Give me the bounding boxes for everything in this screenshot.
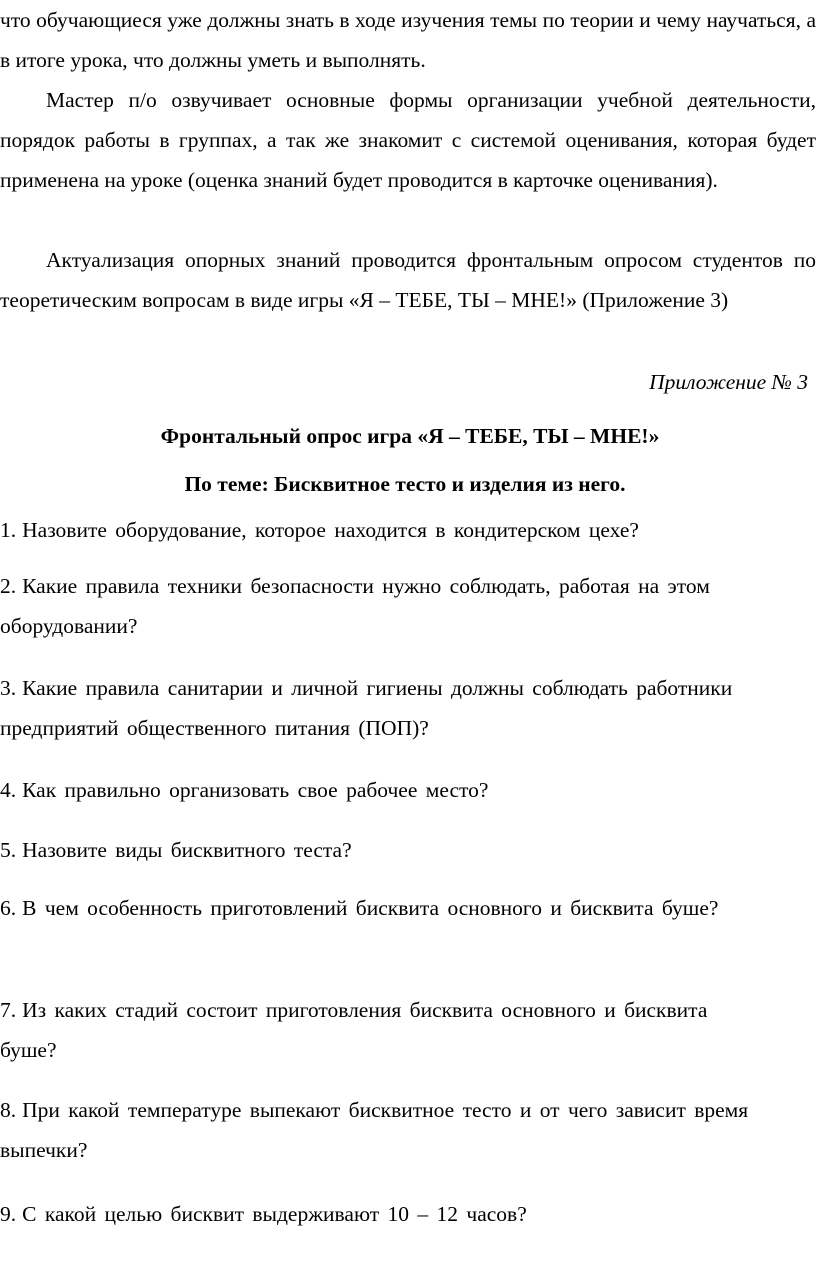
question-item [0,888,790,928]
question-number: 3. [0,676,17,700]
question-number: 7. [0,998,17,1022]
question-number: 2. [0,574,17,598]
question-item [0,510,780,550]
question-item [0,1090,800,1170]
question-number: 1. [0,518,17,542]
page-subheading: По теме: Бисквитное тесто и изделия из него. [184,472,626,496]
question-item [0,830,780,870]
question-text: Назовите виды бисквитного теста? [22,838,352,862]
question-item [0,566,780,646]
intro-paragraph-actualization: Актуализация опорных знаний проводится фронтальным опросом студентов по теоретическим вопросам в виде игры «Я – ТЕБЕ, ТЫ – МНЕ!» (Приложение 3) [0,248,816,312]
question-text: При какой температуре выпекают бисквитное тесто и от чего зависит время выпечки? [0,1098,749,1162]
question-number: 4. [0,778,17,802]
question-item [0,668,760,748]
question-text: Как правильно организовать свое рабочее место? [22,778,489,802]
question-item [0,1194,780,1234]
question-text: В чем особенность приготовлений бисквита основного и бисквита буше? [22,896,719,920]
question-item [0,990,760,1070]
intro-paragraph-master: Мастер п/о озвучивает основные формы организации учебной деятельности, порядок работы в группах, а так же знакомит с системой оценивания, которая будет применена на уроке (оценка знаний будет проводится в карточке оценивания). [0,88,816,192]
question-item [0,770,780,810]
question-text: Назовите оборудование, которое находится в кондитерском цехе? [22,518,639,542]
question-number: 9. [0,1202,17,1226]
intro-paragraph-continuation: что обучающиеся уже должны знать в ходе изучения темы по теории и чему научаться, а в итоге урока, что должны уметь и выполнять. [0,8,816,72]
question-text: Какие правила техники безопасности нужно соблюдать, работая на этом оборудовании? [0,574,710,638]
page-heading: Фронтальный опрос игра «Я – ТЕБЕ, ТЫ – МНЕ!» [160,424,660,448]
question-text: Какие правила санитарии и личной гигиены должны соблюдать работники предприятий общественного питания (ПОП)? [0,676,733,740]
question-text: Из каких стадий состоит приготовления бисквита основного и бисквита буше? [0,998,708,1062]
question-number: 6. [0,896,17,920]
question-text: С какой целью бисквит выдерживают 10 – 12 часов? [22,1202,527,1226]
appendix-label: Приложение № 3 [649,370,808,394]
question-number: 5. [0,838,17,862]
question-number: 8. [0,1098,17,1122]
